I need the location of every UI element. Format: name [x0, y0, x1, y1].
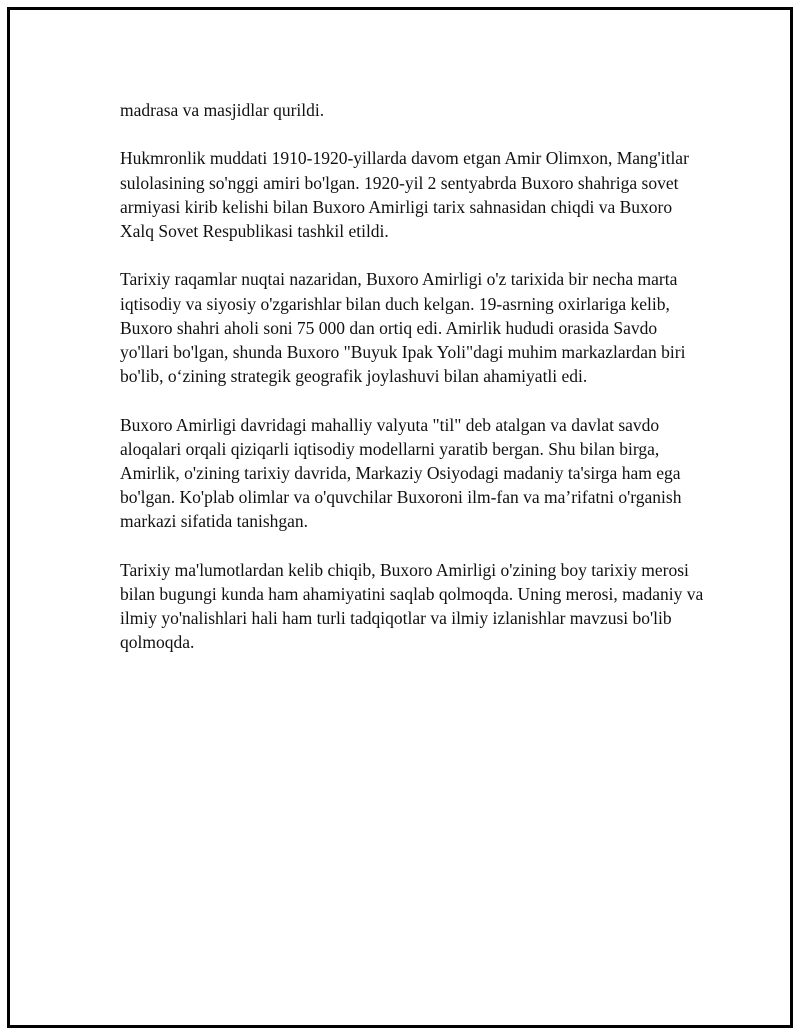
- document-body: [120, 98, 710, 679]
- document-page: [7, 7, 793, 1028]
- paragraph-4: Buxoro Amirligi davridagi mahalliy valyuta "til" deb atalgan va davlat savdo aloqalari orqali qiziqarli iqtisodiy modellarni yaratib bergan. Shu bilan birga, Amirlik, o'zining tarixiy davrida, Markaziy Osiyodagi madaniy ta'sirga ham ega bo'lgan. Ko'plab olimlar va o'quvchilar Buxoroni ilm-fan va ma’rifatni o'rganish markazi sifatida tanishgan.: [120, 414, 682, 532]
- paragraph-5: Tarixiy ma'lumotlardan kelib chiqib, Buxoro Amirligi o'zining boy tarixiy merosi bilan bugungi kunda ham ahamiyatini saqlab qolmoqda. Uning merosi, madaniy va ilmiy yo'nalishlari hali ham turli tadqiqotlar va ilmiy izlanishlar mavzusi bo'lib qolmoqda.: [120, 559, 704, 653]
- paragraph-1: madrasa va masjidlar qurildi.: [120, 100, 325, 120]
- paragraph-2: Hukmronlik muddati 1910-1920-yillarda davom etgan Amir Olimxon, Mang'itlar sulolasining so'nggi amiri bo'lgan. 1920-yil 2 sentyabrda Buxoro shahriga sovet armiyasi kirib kelishi bilan Buxoro Amirligi tarix sahnasidan chiqdi va Buxoro Xalq Sovet Respublikasi tashkil etildi.: [120, 148, 689, 241]
- paragraph-3: Tarixiy raqamlar nuqtai nazaridan, Buxoro Amirligi o'z tarixida bir necha marta iqtisodiy va siyosiy o'zgarishlar bilan duch kelgan. 19-asrning oxirlariga kelib, Buxoro shahri aholi soni 75 000 dan ortiq edi. Amirlik hududi orasida Savdo yo'llari bo'lgan, shunda Buxoro "Buyuk Ipak Yoli"dagi muhim markazlardan biri bo'lib, o‘zining strategik geografik joylashuvi bilan ahamiyatli edi.: [120, 269, 686, 387]
